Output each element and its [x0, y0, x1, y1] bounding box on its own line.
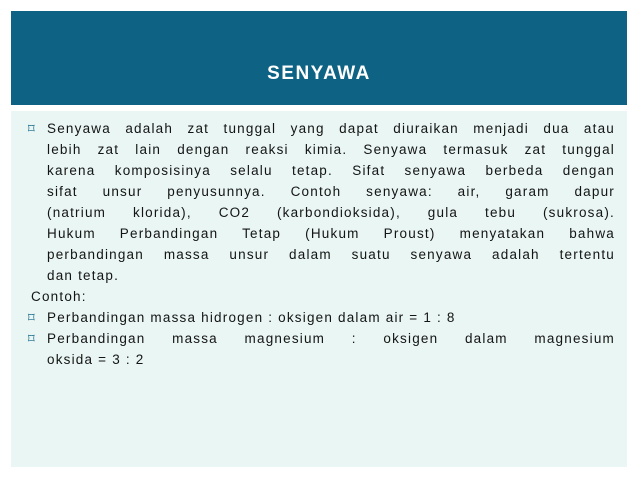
bullet-icon: ⌑: [28, 331, 35, 346]
contoh-label: Contoh:: [31, 289, 87, 304]
paragraph-line: (natrium klorida), CO2 (karbondioksida), gula tebu (sukrosa).: [47, 205, 615, 220]
title-bar: [11, 11, 627, 105]
example-line: Perbandingan massa hidrogen : oksigen dalam air = 1 : 8: [47, 310, 456, 325]
paragraph-line: Senyawa adalah zat tunggal yang dapat diuraikan menjadi dua atau: [47, 121, 615, 136]
paragraph-line: dan tetap.: [47, 268, 120, 283]
paragraph-line: Hukum Perbandingan Tetap (Hukum Proust) menyatakan bahwa: [47, 226, 615, 241]
slide-title: SENYAWA: [267, 63, 371, 84]
paragraph-line: sifat unsur penyusunnya. Contoh senyawa: air, garam dapur: [47, 184, 615, 199]
bullet-icon: ⌑: [28, 121, 35, 136]
paragraph-line: perbandingan massa unsur dalam suatu senyawa adalah tertentu: [47, 247, 615, 262]
bullet-icon: ⌑: [28, 310, 35, 325]
example-line: Perbandingan massa magnesium : oksigen dalam magnesium: [47, 331, 615, 346]
content-box: [11, 111, 627, 467]
paragraph-line: lebih zat lain dengan reaksi kimia. Senyawa termasuk zat tunggal: [47, 142, 615, 157]
example-line: oksida = 3 : 2: [47, 352, 145, 367]
paragraph-line: karena komposisinya selalu tetap. Sifat senyawa berbeda dengan: [47, 163, 615, 178]
